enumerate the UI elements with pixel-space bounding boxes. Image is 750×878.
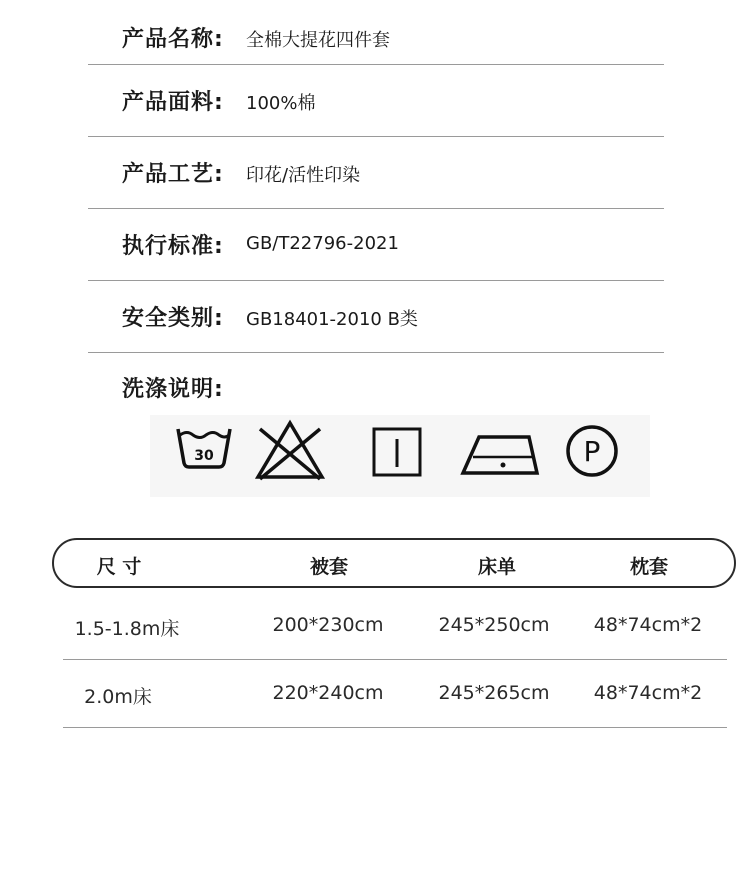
header-size: 尺 寸 bbox=[96, 556, 142, 578]
cell-pillowcase: 48*74cm*2 bbox=[593, 614, 703, 636]
table-row bbox=[63, 660, 727, 728]
cell-bed-size: 1.5-1.8m床 bbox=[74, 618, 180, 640]
spec-value: GB/T22796-2021 bbox=[246, 233, 399, 254]
spec-row-fabric bbox=[88, 65, 664, 137]
dry-clean-p-icon bbox=[560, 415, 624, 485]
care-icons-strip bbox=[150, 415, 650, 497]
cell-sheet: 245*265cm bbox=[438, 682, 550, 704]
cell-sheet: 245*250cm bbox=[438, 614, 550, 636]
spec-row-standard bbox=[88, 209, 664, 281]
spec-value: 全棉大提花四件套 bbox=[246, 30, 390, 51]
dry-clean-letter: P bbox=[583, 435, 601, 468]
spec-label: 执行标准: bbox=[122, 234, 224, 259]
size-table-header bbox=[52, 538, 736, 588]
header-sheet: 床单 bbox=[477, 556, 516, 578]
cell-duvet: 220*240cm bbox=[272, 682, 384, 704]
spec-value: 印花/活性印染 bbox=[246, 165, 361, 186]
iron-low-icon bbox=[455, 415, 545, 485]
spec-row-safety bbox=[88, 281, 664, 353]
drip-dry-icon bbox=[368, 415, 428, 485]
spec-value: GB18401-2010 B类 bbox=[246, 309, 418, 330]
cell-duvet: 200*230cm bbox=[272, 614, 384, 636]
wash-30-icon bbox=[172, 415, 236, 479]
spec-label: 产品工艺: bbox=[122, 162, 224, 187]
cell-pillowcase: 48*74cm*2 bbox=[593, 682, 703, 704]
spec-label: 产品面料: bbox=[122, 90, 224, 115]
wash-temp-text: 30 bbox=[194, 448, 214, 464]
spec-label: 产品名称: bbox=[122, 27, 224, 52]
spec-label: 安全类别: bbox=[122, 306, 224, 331]
spec-row-name bbox=[88, 0, 664, 65]
header-duvet: 被套 bbox=[309, 556, 348, 578]
spec-row-craft bbox=[88, 137, 664, 209]
spec-value: 100%棉 bbox=[246, 93, 316, 114]
table-row bbox=[63, 592, 727, 660]
cell-bed-size: 2.0m床 bbox=[84, 686, 152, 708]
washing-instructions-label: 洗涤说明: bbox=[122, 377, 224, 402]
no-bleach-icon bbox=[250, 415, 330, 485]
header-pillowcase: 枕套 bbox=[629, 556, 668, 578]
